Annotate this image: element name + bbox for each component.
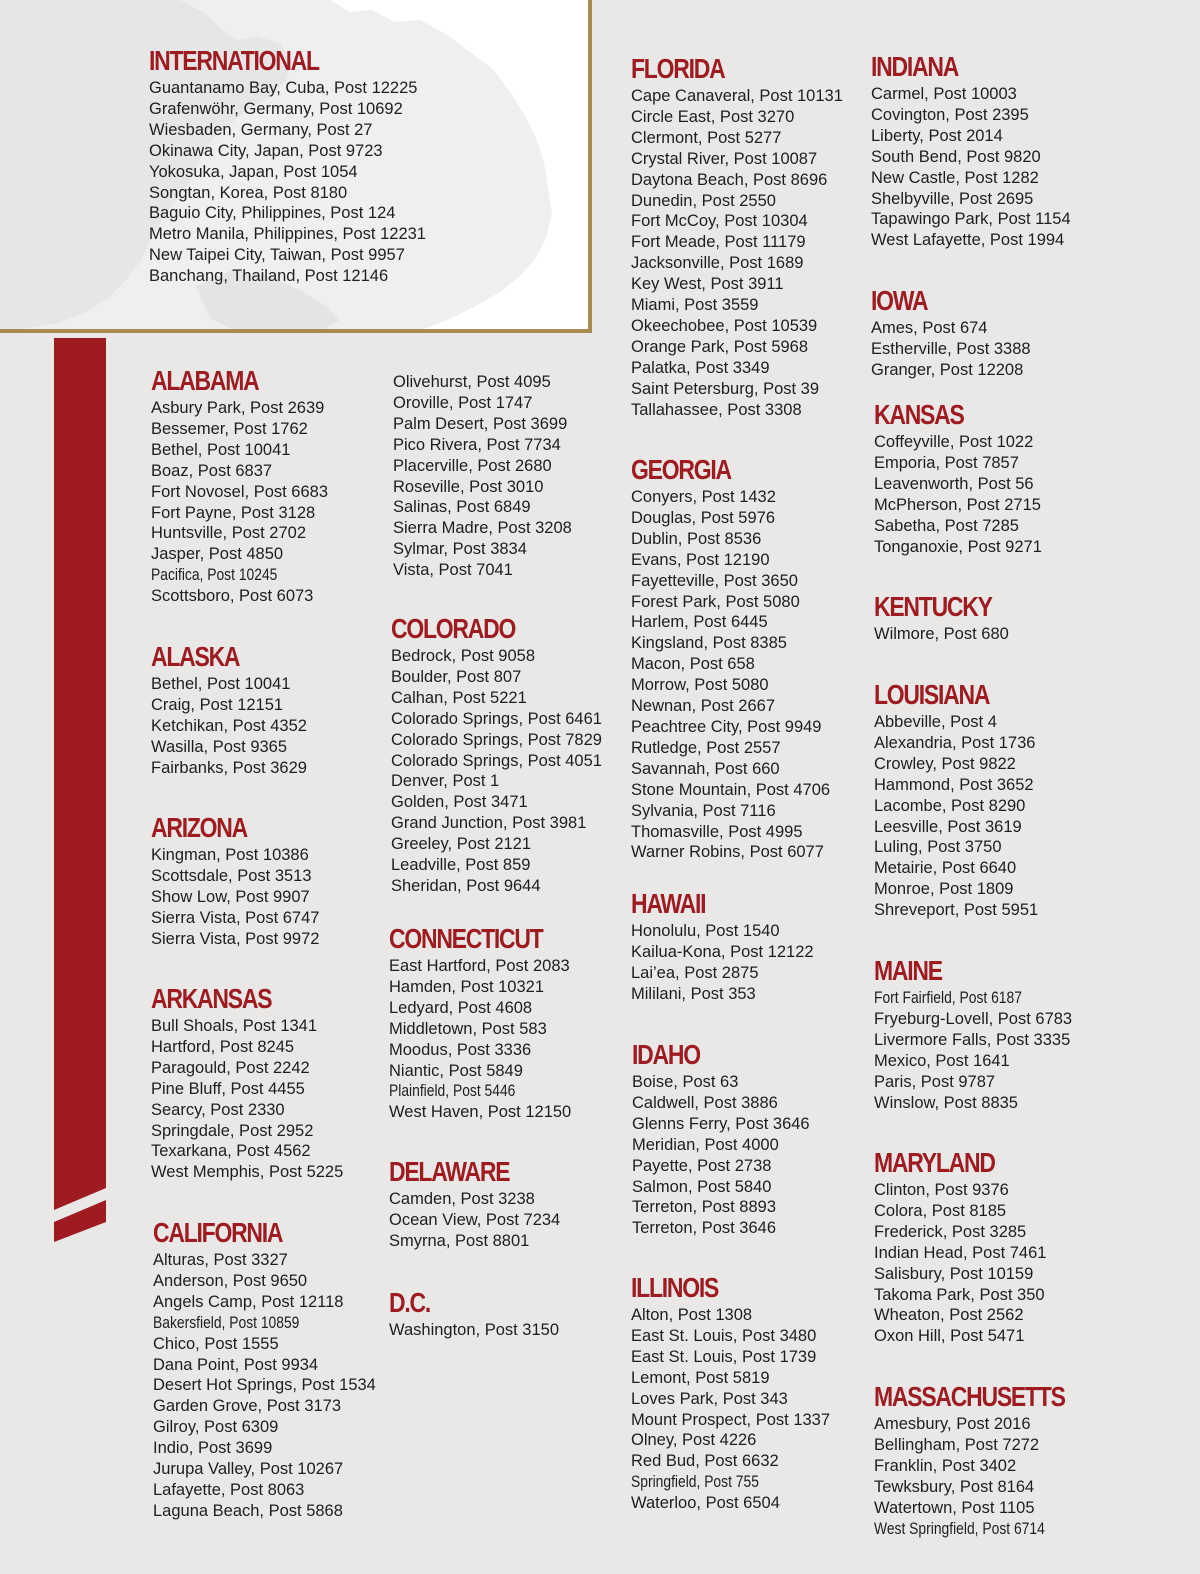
post-item: Sierra Vista, Post 6747: [151, 908, 320, 927]
post-item: Clinton, Post 9376: [874, 1181, 1009, 1199]
post-list-florida: [631, 86, 843, 421]
post-item: Glenns Ferry, Post 3646: [632, 1114, 810, 1133]
post-item: Sierra Madre, Post 3208: [393, 519, 572, 538]
section-california-continued: [393, 370, 572, 581]
section-hawaii: [631, 889, 814, 1005]
section-title-delaware: DELAWARE: [389, 1156, 510, 1187]
post-item: Ocean View, Post 7234: [389, 1210, 561, 1229]
post-item: Salinas, Post 6849: [393, 498, 531, 517]
post-item: Fort Payne, Post 3128: [151, 503, 316, 522]
post-item: Loves Park, Post 343: [631, 1389, 788, 1408]
post-item: Fort McCoy, Post 10304: [631, 212, 808, 231]
post-item: Forest Park, Post 5080: [631, 592, 800, 611]
post-item: Wiesbaden, Germany, Post 27: [149, 120, 373, 139]
post-item: Emporia, Post 7857: [874, 453, 1019, 472]
post-item: Abbeville, Post 4: [874, 713, 997, 731]
section-title-maine: MAINE: [874, 955, 942, 986]
post-item: Clermont, Post 5277: [631, 128, 782, 147]
post-item: Oroville, Post 1747: [393, 393, 533, 412]
post-item: Miami, Post 3559: [631, 296, 759, 315]
post-item: Pacifica, Post 10245: [151, 566, 278, 585]
section-title-arizona: ARIZONA: [151, 812, 247, 843]
post-item: Covington, Post 2395: [871, 105, 1029, 124]
post-list-california-continued: [393, 372, 572, 581]
section-title-kentucky: KENTUCKY: [874, 591, 992, 622]
post-item: Okeechobee, Post 10539: [631, 316, 818, 335]
post-item: Waterloo, Post 6504: [631, 1494, 780, 1513]
post-item: Morrow, Post 5080: [631, 676, 769, 695]
post-item: Roseville, Post 3010: [393, 477, 544, 496]
post-item: Winslow, Post 8835: [874, 1093, 1018, 1112]
post-item: Orange Park, Post 5968: [631, 337, 809, 356]
post-item: Terreton, Post 8893: [632, 1198, 777, 1217]
post-item: Terreton, Post 3646: [632, 1219, 777, 1238]
post-item: Leesville, Post 3619: [874, 817, 1022, 836]
section-georgia: [631, 455, 830, 863]
post-item: Douglas, Post 5976: [631, 508, 776, 527]
post-item: Fairbanks, Post 3629: [151, 758, 307, 777]
post-list-illinois: [631, 1305, 830, 1514]
post-item: Olivehurst, Post 4095: [393, 373, 551, 391]
post-item: Jacksonville, Post 1689: [631, 254, 804, 273]
post-item: Denver, Post 1: [391, 772, 500, 791]
post-item: Indio, Post 3699: [153, 1439, 273, 1458]
section-title-connecticut: CONNECTICUT: [389, 923, 543, 954]
post-item: Pine Bluff, Post 4455: [151, 1079, 305, 1098]
section-title-arkansas: ARKANSAS: [151, 983, 272, 1014]
section-title-indiana: INDIANA: [871, 51, 959, 82]
post-list-connecticut: [389, 956, 576, 1123]
post-item: Macon, Post 658: [631, 655, 755, 674]
post-item: Fort Meade, Post 11179: [631, 233, 806, 252]
post-item: Payette, Post 2738: [632, 1156, 772, 1175]
post-item: Conyers, Post 1432: [631, 488, 776, 506]
post-list-hawaii: [631, 921, 814, 1005]
post-item: Texarkana, Post 4562: [151, 1142, 311, 1161]
post-item: Ledyard, Post 4608: [389, 998, 533, 1017]
post-item: Songtan, Korea, Post 8180: [149, 183, 348, 202]
post-item: Carmel, Post 10003: [871, 85, 1017, 103]
post-item: Springdale, Post 2952: [151, 1121, 314, 1140]
post-item: Bull Shoals, Post 1341: [151, 1017, 318, 1035]
post-list-international: [149, 78, 426, 287]
section-title-maryland: MARYLAND: [874, 1147, 995, 1178]
post-item: Dunedin, Post 2550: [631, 191, 776, 210]
section-title-iowa: IOWA: [871, 285, 928, 316]
post-list-maine: [874, 988, 1072, 1113]
post-item: Sierra Vista, Post 9972: [151, 929, 320, 948]
post-item: Middletown, Post 583: [389, 1019, 547, 1038]
post-item: Tewksbury, Post 8164: [874, 1477, 1035, 1496]
post-item: Garden Grove, Post 3173: [153, 1397, 342, 1416]
post-item: Watertown, Post 1105: [874, 1498, 1035, 1517]
post-item: Cape Canaveral, Post 10131: [631, 87, 843, 105]
post-item: Ames, Post 674: [871, 319, 988, 337]
post-item: Amesbury, Post 2016: [874, 1415, 1031, 1433]
post-item: Yokosuka, Japan, Post 1054: [149, 162, 358, 181]
post-item: Boulder, Post 807: [391, 667, 522, 686]
post-item: Shreveport, Post 5951: [874, 901, 1039, 920]
section-maryland: [874, 1148, 1046, 1347]
section-dc: [389, 1288, 559, 1341]
post-list-kansas: [874, 432, 1042, 557]
section-title-colorado: COLORADO: [391, 613, 516, 644]
post-item: Camden, Post 3238: [389, 1190, 535, 1208]
post-item: Savannah, Post 660: [631, 759, 780, 778]
post-item: East St. Louis, Post 1739: [631, 1347, 817, 1366]
post-item: Craig, Post 12151: [151, 695, 284, 714]
post-item: McPherson, Post 2715: [874, 495, 1041, 514]
post-item: Coffeyville, Post 1022: [874, 433, 1034, 451]
post-item: Key West, Post 3911: [631, 275, 784, 294]
post-item: Golden, Post 3471: [391, 793, 528, 812]
section-indiana: [871, 52, 1071, 251]
post-item: Red Bud, Post 6632: [631, 1452, 779, 1471]
post-item: Alturas, Post 3327: [153, 1251, 288, 1269]
post-item: Leadville, Post 859: [391, 856, 531, 875]
section-delaware: [389, 1157, 560, 1252]
post-item: Meridian, Post 4000: [632, 1135, 779, 1154]
post-item: Hammond, Post 3652: [874, 775, 1034, 794]
section-louisiana: [874, 680, 1038, 921]
post-item: Colorado Springs, Post 7829: [391, 730, 602, 749]
post-item: Moodus, Post 3336: [389, 1040, 532, 1059]
post-item: New Castle, Post 1282: [871, 168, 1039, 187]
post-item: Boaz, Post 6837: [151, 461, 273, 480]
section-kansas: [874, 400, 1042, 557]
post-item: Hartford, Post 8245: [151, 1037, 295, 1056]
post-item: Greeley, Post 2121: [391, 835, 532, 854]
post-item: Metairie, Post 6640: [874, 859, 1017, 878]
post-item: West Lafayette, Post 1994: [871, 231, 1065, 250]
post-item: West Memphis, Post 5225: [151, 1163, 344, 1182]
post-item: Asbury Park, Post 2639: [151, 399, 325, 417]
section-title-louisiana: LOUISIANA: [874, 679, 990, 710]
post-item: Bedrock, Post 9058: [391, 647, 536, 665]
section-idaho: [632, 1040, 810, 1239]
section-title-florida: FLORIDA: [631, 53, 725, 84]
post-item: New Taipei City, Taiwan, Post 9957: [149, 246, 405, 265]
post-item: Angels Camp, Post 12118: [153, 1292, 344, 1311]
post-item: Bessemer, Post 1762: [151, 419, 308, 438]
post-item: Bethel, Post 10041: [151, 440, 291, 459]
post-item: Monroe, Post 1809: [874, 880, 1014, 899]
section-international: [149, 46, 426, 287]
post-item: West Springfield, Post 6714: [874, 1519, 1045, 1538]
post-item: East St. Louis, Post 3480: [631, 1326, 817, 1345]
post-item: Takoma Park, Post 350: [874, 1285, 1045, 1304]
post-item: Sylmar, Post 3834: [393, 540, 527, 559]
post-item: Scottsboro, Post 6073: [151, 587, 314, 606]
post-item: Franklin, Post 3402: [874, 1456, 1017, 1475]
post-item: West Haven, Post 12150: [389, 1103, 572, 1122]
post-item: Stone Mountain, Post 4706: [631, 780, 831, 799]
post-item: South Bend, Post 9820: [871, 147, 1041, 166]
post-item: Huntsville, Post 2702: [151, 524, 307, 543]
post-item: Wilmore, Post 680: [874, 625, 1009, 643]
post-item: Salmon, Post 5840: [632, 1177, 772, 1196]
post-item: Dublin, Post 8536: [631, 529, 762, 548]
post-item: Fayetteville, Post 3650: [631, 571, 798, 590]
post-item: Colora, Post 8185: [874, 1201, 1007, 1220]
post-list-iowa: [871, 318, 1031, 381]
post-item: Fort Fairfield, Post 6187: [874, 989, 1022, 1007]
section-arkansas: [151, 984, 343, 1183]
section-illinois: [631, 1273, 830, 1514]
section-iowa: [871, 286, 1031, 381]
post-item: Bellingham, Post 7272: [874, 1435, 1040, 1454]
post-item: Leavenworth, Post 56: [874, 474, 1034, 493]
section-title-illinois: ILLINOIS: [631, 1272, 719, 1303]
section-california: [153, 1218, 376, 1522]
post-item: Crystal River, Post 10087: [631, 149, 818, 168]
post-item: Paragould, Post 2242: [151, 1058, 310, 1077]
post-item: Honolulu, Post 1540: [631, 922, 780, 940]
post-item: Mililani, Post 353: [631, 984, 756, 1003]
post-item: Desert Hot Springs, Post 1534: [153, 1376, 376, 1395]
post-item: Sylvania, Post 7116: [631, 801, 776, 820]
post-item: Bakersfield, Post 10859: [153, 1313, 300, 1332]
section-colorado: [391, 614, 602, 897]
post-item: Lai’ea, Post 2875: [631, 963, 759, 982]
post-item: Oxon Hill, Post 5471: [874, 1327, 1025, 1346]
post-item: Smyrna, Post 8801: [389, 1231, 530, 1250]
post-item: Boise, Post 63: [632, 1073, 739, 1091]
post-item: Kingman, Post 10386: [151, 846, 309, 864]
section-title-dc: D.C.: [389, 1287, 430, 1318]
post-item: Palatka, Post 3349: [631, 358, 770, 377]
post-item: Thomasville, Post 4995: [631, 822, 803, 841]
post-item: Grand Junction, Post 3981: [391, 814, 587, 833]
post-list-georgia: [631, 487, 830, 863]
post-item: Metro Manila, Philippines, Post 12231: [149, 225, 426, 244]
post-list-idaho: [632, 1072, 810, 1239]
post-list-maryland: [874, 1180, 1046, 1347]
post-item: Estherville, Post 3388: [871, 339, 1031, 358]
section-title-alabama: ALABAMA: [151, 365, 259, 396]
post-item: Hamden, Post 10321: [389, 977, 545, 996]
post-item: Chico, Post 1555: [153, 1334, 279, 1353]
post-item: Jasper, Post 4850: [151, 545, 284, 564]
post-item: Paris, Post 9787: [874, 1072, 996, 1091]
post-item: Bethel, Post 10041: [151, 675, 291, 693]
section-arizona: [151, 813, 319, 950]
section-title-kansas: KANSAS: [874, 399, 964, 430]
post-item: Guantanamo Bay, Cuba, Post 12225: [149, 79, 418, 97]
section-title-international: INTERNATIONAL: [149, 45, 319, 76]
post-item: Olney, Post 4226: [631, 1431, 757, 1450]
post-item: Palm Desert, Post 3699: [393, 414, 568, 433]
post-item: Caldwell, Post 3886: [632, 1093, 778, 1112]
post-item: Frederick, Post 3285: [874, 1222, 1027, 1241]
post-list-colorado: [391, 646, 602, 897]
post-item: Banchang, Thailand, Post 12146: [149, 267, 389, 286]
post-list-dc: [389, 1320, 559, 1341]
post-list-california: [153, 1250, 376, 1522]
post-list-indiana: [871, 84, 1071, 251]
post-item: Niantic, Post 5849: [389, 1061, 523, 1080]
section-title-massachusetts: MASSACHUSETTS: [874, 1381, 1065, 1412]
section-connecticut: [389, 924, 576, 1123]
section-title-california: CALIFORNIA: [153, 1217, 283, 1248]
post-list-kentucky: [874, 624, 1018, 645]
post-item: Harlem, Post 6445: [631, 613, 768, 632]
post-item: Granger, Post 12208: [871, 360, 1024, 379]
post-item: Show Low, Post 9907: [151, 887, 310, 906]
section-alabama: [151, 366, 328, 607]
post-item: Pico Rivera, Post 7734: [393, 435, 561, 454]
section-kentucky: [874, 592, 1018, 645]
post-item: Ketchikan, Post 4352: [151, 716, 307, 735]
post-item: Baguio City, Philippines, Post 124: [149, 204, 396, 223]
post-item: Fort Novosel, Post 6683: [151, 482, 329, 501]
post-item: Kingsland, Post 8385: [631, 634, 787, 653]
post-item: Vista, Post 7041: [393, 561, 513, 580]
post-item: Luling, Post 3750: [874, 838, 1002, 857]
section-maine: [874, 956, 1072, 1113]
post-item: Colorado Springs, Post 4051: [391, 751, 602, 770]
post-item: Wheaton, Post 2562: [874, 1306, 1024, 1325]
post-item: Lacombe, Post 8290: [874, 796, 1026, 815]
post-item: Colorado Springs, Post 6461: [391, 709, 602, 728]
post-item: Mount Prospect, Post 1337: [631, 1410, 831, 1429]
post-item: Fryeburg-Lovell, Post 6783: [874, 1009, 1073, 1028]
section-alaska: [151, 642, 307, 779]
post-list-louisiana: [874, 712, 1038, 921]
post-item: Indian Head, Post 7461: [874, 1243, 1047, 1262]
post-item: Plainfield, Post 5446: [389, 1082, 516, 1101]
section-title-idaho: IDAHO: [632, 1039, 700, 1070]
post-item: Daytona Beach, Post 8696: [631, 170, 828, 189]
post-item: Alton, Post 1308: [631, 1306, 753, 1324]
post-item: Washington, Post 3150: [389, 1321, 559, 1339]
post-item: Searcy, Post 2330: [151, 1100, 285, 1119]
section-title-georgia: GEORGIA: [631, 454, 731, 485]
post-item: Laguna Beach, Post 5868: [153, 1501, 343, 1520]
post-list-delaware: [389, 1189, 560, 1252]
post-item: Peachtree City, Post 9949: [631, 717, 822, 736]
post-item: Livermore Falls, Post 3335: [874, 1030, 1071, 1049]
post-item: Dana Point, Post 9934: [153, 1355, 319, 1374]
post-item: East Hartford, Post 2083: [389, 957, 570, 975]
post-item: Springfield, Post 755: [631, 1473, 759, 1492]
post-item: Warner Robins, Post 6077: [631, 843, 824, 862]
post-item: Newnan, Post 2667: [631, 697, 776, 716]
post-item: Rutledge, Post 2557: [631, 738, 781, 757]
post-list-arkansas: [151, 1016, 343, 1183]
post-list-alabama: [151, 398, 328, 607]
post-item: Anderson, Post 9650: [153, 1271, 308, 1290]
post-item: Grafenwöhr, Germany, Post 10692: [149, 99, 403, 118]
post-item: Tonganoxie, Post 9271: [874, 537, 1042, 556]
post-item: Mexico, Post 1641: [874, 1051, 1010, 1070]
post-item: Circle East, Post 3270: [631, 107, 795, 126]
section-title-hawaii: HAWAII: [631, 888, 706, 919]
post-item: Lemont, Post 5819: [631, 1368, 770, 1387]
section-massachusetts: [874, 1382, 1107, 1539]
post-item: Shelbyville, Post 2695: [871, 189, 1034, 208]
post-item: Jurupa Valley, Post 10267: [153, 1460, 344, 1479]
post-list-arizona: [151, 845, 319, 950]
post-item: Crowley, Post 9822: [874, 754, 1016, 773]
post-item: Saint Petersburg, Post 39: [631, 379, 820, 398]
post-item: Evans, Post 12190: [631, 550, 770, 569]
post-list-alaska: [151, 674, 307, 779]
post-item: Scottsdale, Post 3513: [151, 866, 312, 885]
post-item: Placerville, Post 2680: [393, 456, 552, 475]
post-item: Tapawingo Park, Post 1154: [871, 210, 1071, 229]
post-item: Lafayette, Post 8063: [153, 1480, 305, 1499]
post-item: Liberty, Post 2014: [871, 126, 1003, 145]
post-item: Sabetha, Post 7285: [874, 516, 1019, 535]
red-banner-ribbon: [0, 0, 120, 1250]
post-item: Tallahassee, Post 3308: [631, 400, 802, 419]
section-florida: [631, 54, 843, 421]
post-item: Wasilla, Post 9365: [151, 737, 288, 756]
section-title-alaska: ALASKA: [151, 641, 240, 672]
post-item: Sheridan, Post 9644: [391, 876, 541, 895]
post-item: Calhan, Post 5221: [391, 688, 527, 707]
post-item: Kailua-Kona, Post 12122: [631, 942, 814, 961]
post-item: Gilroy, Post 6309: [153, 1418, 279, 1437]
post-list-massachusetts: [874, 1414, 1107, 1539]
post-item: Salisbury, Post 10159: [874, 1264, 1034, 1283]
post-item: Alexandria, Post 1736: [874, 733, 1036, 752]
post-item: Okinawa City, Japan, Post 9723: [149, 141, 383, 160]
